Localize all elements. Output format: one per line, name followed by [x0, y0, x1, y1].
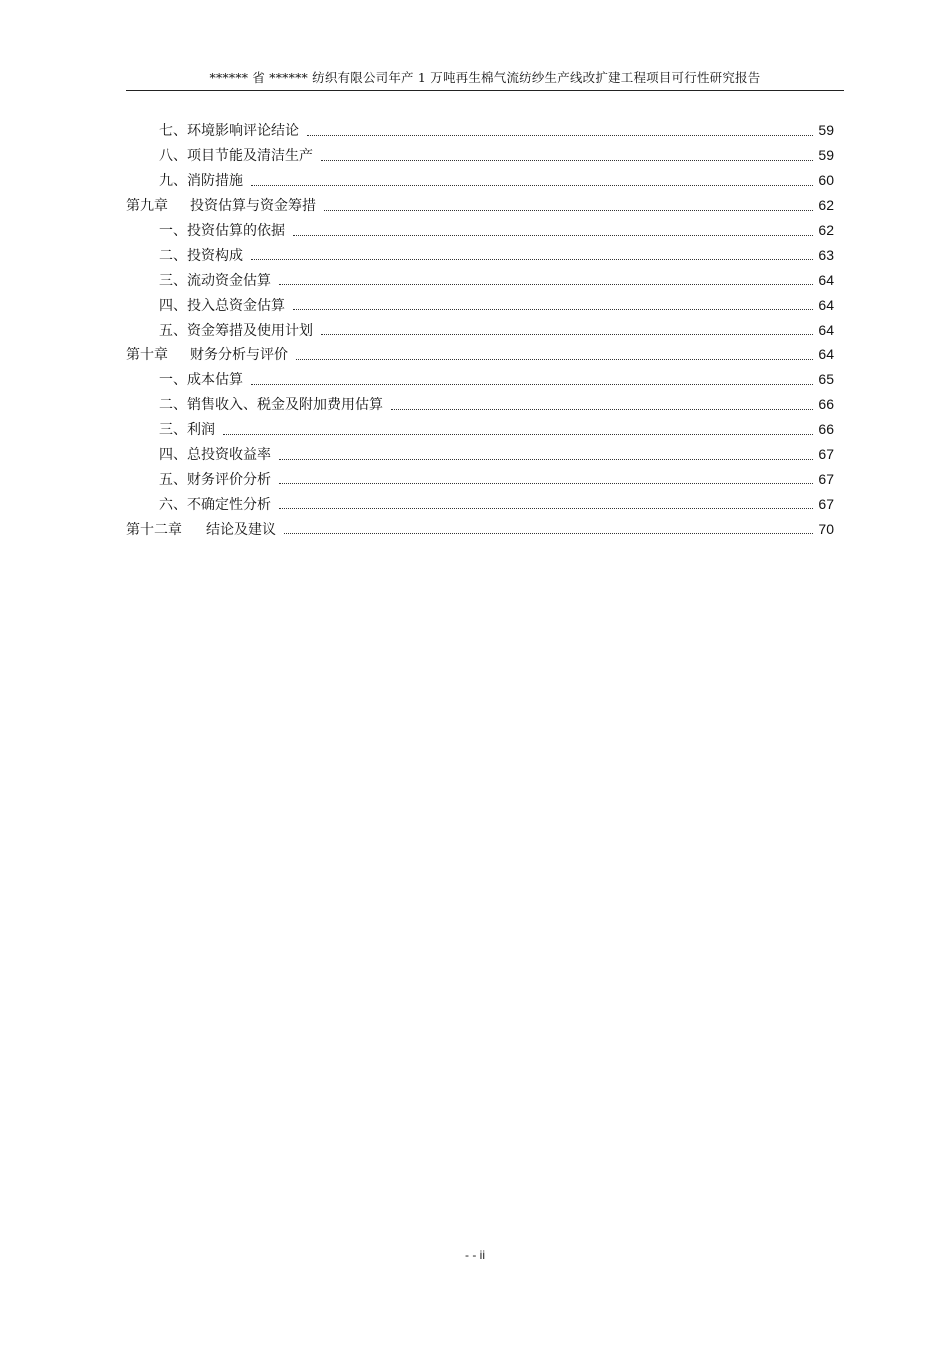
toc-section-entry[interactable] — [126, 118, 834, 143]
toc-chapter-title: 投资估算与资金筹措 — [190, 198, 316, 215]
toc-leader-dots — [251, 171, 813, 186]
toc-leader-dots — [293, 295, 813, 310]
toc-leader-dots — [279, 445, 813, 460]
toc-section-title: 三、流动资金估算 — [159, 272, 271, 289]
toc-section-entry[interactable] — [126, 317, 834, 342]
toc-section-entry[interactable] — [126, 367, 834, 392]
toc-section-title: 二、销售收入、税金及附加费用估算 — [159, 397, 383, 414]
toc-page-number: 67 — [818, 470, 834, 487]
toc-leader-dots — [321, 146, 813, 161]
toc-section-title: 五、财务评价分析 — [159, 471, 271, 488]
page-number: - - ii — [465, 1248, 485, 1262]
toc-leader-dots — [251, 370, 813, 385]
toc-leader-dots — [279, 494, 813, 509]
toc-chapter-number: 第十章 — [126, 347, 168, 364]
toc-section-entry[interactable] — [126, 442, 834, 467]
toc-leader-dots — [279, 469, 813, 484]
toc-page-number: 67 — [818, 446, 834, 463]
toc-leader-dots — [284, 519, 813, 534]
toc-chapter-title: 财务分析与评价 — [190, 347, 288, 364]
toc-page-number: 64 — [818, 271, 834, 288]
toc-chapter-number: 第九章 — [126, 198, 168, 215]
toc-chapter-heading — [126, 195, 316, 215]
toc-page-number: 67 — [818, 495, 834, 512]
toc-chapter-heading — [126, 344, 288, 364]
toc-leader-dots — [251, 245, 813, 260]
toc-section-title: 三、利润 — [159, 422, 215, 439]
toc-section-entry[interactable] — [126, 218, 834, 243]
toc-section-entry[interactable] — [126, 491, 834, 516]
toc-section-title: 一、投资估算的依据 — [159, 223, 285, 239]
toc-section-entry[interactable] — [126, 168, 834, 193]
toc-leader-dots — [321, 320, 813, 335]
toc-section-entry[interactable] — [126, 417, 834, 442]
toc-section-title: 七、环境影响评论结论 — [159, 123, 299, 140]
toc-section-entry[interactable] — [126, 292, 834, 317]
toc-page-number: 59 — [818, 122, 834, 139]
toc-chapter-title: 结论及建议 — [206, 521, 276, 538]
page-footer — [0, 1248, 950, 1262]
toc-chapter-entry[interactable] — [126, 516, 834, 541]
toc-chapter-entry[interactable] — [126, 342, 834, 367]
table-of-contents — [126, 118, 834, 541]
toc-page-number: 65 — [818, 371, 834, 388]
toc-section-entry[interactable] — [126, 143, 834, 168]
toc-leader-dots — [307, 121, 813, 136]
toc-page-number: 66 — [818, 396, 834, 413]
toc-chapter-entry[interactable] — [126, 193, 834, 218]
toc-section-title: 六、不确定性分析 — [159, 496, 271, 513]
toc-page-number: 59 — [818, 147, 834, 164]
toc-section-title: 八、项目节能及清洁生产 — [159, 148, 313, 165]
toc-section-title: 二、投资构成 — [159, 247, 243, 264]
toc-section-title: 九、消防措施 — [159, 173, 243, 190]
toc-leader-dots — [296, 345, 813, 360]
toc-chapter-heading — [126, 519, 276, 539]
toc-leader-dots — [279, 270, 813, 285]
toc-leader-dots — [293, 221, 813, 236]
toc-section-entry[interactable] — [126, 242, 834, 267]
toc-leader-dots — [391, 395, 813, 410]
toc-page-number: 62 — [818, 197, 834, 214]
toc-page-number: 63 — [818, 246, 834, 263]
toc-section-title: 四、投入总资金估算 — [159, 297, 285, 314]
header-text: ****** 省 ****** 纺织有限公司年产 1 万吨再生棉气流纺纱生产线改扩建工程项目可行性研究报告 — [209, 70, 761, 85]
toc-section-title: 四、总投资收益率 — [159, 447, 271, 464]
toc-section-title: 一、成本估算 — [159, 372, 243, 389]
toc-section-entry[interactable] — [126, 392, 834, 417]
toc-page-number: 64 — [818, 296, 834, 313]
toc-section-entry[interactable] — [126, 466, 834, 491]
toc-page-number: 70 — [818, 520, 834, 537]
toc-section-title: 五、资金筹措及使用计划 — [159, 322, 313, 339]
toc-page-number: 66 — [818, 421, 834, 438]
toc-page-number: 64 — [818, 321, 834, 338]
toc-leader-dots — [324, 196, 813, 211]
toc-page-number: 64 — [818, 346, 834, 363]
toc-section-entry[interactable] — [126, 267, 834, 292]
toc-leader-dots — [223, 420, 813, 435]
page-header — [126, 66, 844, 91]
toc-chapter-number: 第十二章 — [126, 521, 182, 538]
toc-page-number: 62 — [818, 222, 834, 238]
toc-page-number: 60 — [818, 172, 834, 189]
